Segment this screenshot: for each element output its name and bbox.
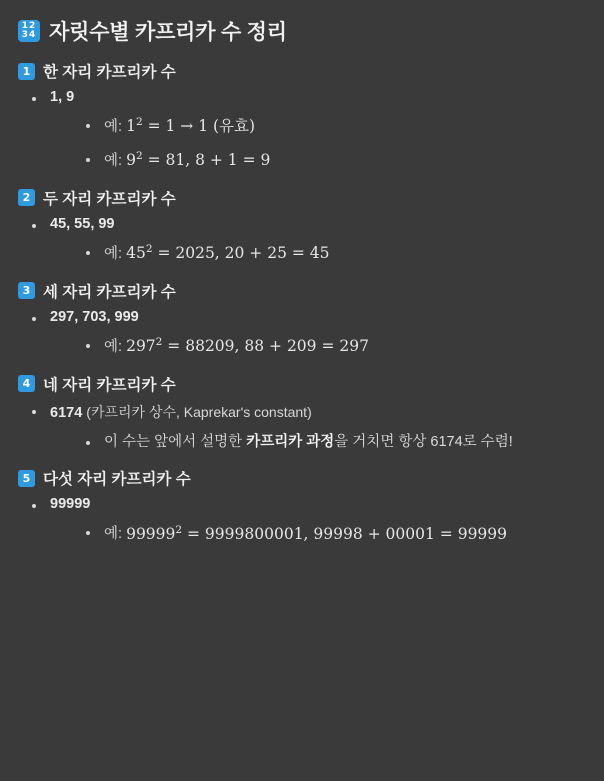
item-value: 1, 9 [50,89,75,105]
page-title [18,16,588,46]
list-item [30,496,588,546]
section-heading [18,373,588,395]
math-expression: $297^2 = 88209$, 88 + 209 = 297 [126,335,369,355]
list-level-1 [16,216,588,266]
section-number-badge: 2 [18,189,35,206]
section-title: 두 자리 카프리카 수 [43,190,176,208]
input-numbers-icon [18,20,40,42]
item-value: 6174 [50,404,83,421]
list-level-2 [50,335,588,359]
text-emphasis: 카프리카 과정 [246,433,335,450]
example-prefix: 예: [104,526,127,543]
math-expression: $1^2 = 1 \to 1$ (유효) [126,116,256,136]
section-five-digit [16,467,588,546]
math-expression: $99999^2 = 9999800001$, 99998 + 00001 = 99999 [126,523,508,543]
text-after: 을 거치면 항상 6174로 수렴! [334,433,513,450]
list-level-1 [16,89,588,173]
list-level-1 [16,402,588,454]
section-heading [18,467,588,489]
list-item [30,89,588,173]
page-title-text: 자릿수별 카프리카 수 정리 [49,21,287,44]
text-before: 이 수는 앞에서 설명한 [104,433,247,450]
list-item [86,149,588,173]
item-value: 297, 703, 999 [50,308,139,325]
list-level-2 [50,115,588,173]
list-item [86,432,588,454]
list-item [86,115,588,139]
section-one-digit [16,60,588,173]
section-three-digit [16,280,588,359]
item-value: 45, 55, 99 [50,215,115,232]
section-title: 한 자리 카프리카 수 [43,64,176,81]
list-item [30,402,588,454]
section-title: 네 자리 카프리카 수 [43,376,176,394]
example-prefix: 예: [104,119,127,136]
section-title: 다섯 자리 카프리카 수 [43,471,191,489]
list-item [86,522,588,546]
list-level-1 [16,309,588,359]
item-value: 99999 [50,496,91,513]
example-prefix: 예: [104,153,127,170]
section-two-digit [16,187,588,266]
section-heading [18,280,588,302]
item-note: (카프리카 상수, Kaprekar's constant) [86,403,312,420]
section-heading [18,187,588,209]
list-item [30,216,588,266]
math-expression: $9^2 = 81$, 8 + 1 = 9 [126,149,271,170]
section-number-badge: 5 [18,470,35,487]
list-level-2 [50,522,588,546]
list-item [86,335,588,359]
list-item [30,309,588,359]
icon-bottom-digits: 34 [21,30,37,40]
list-level-2 [50,432,588,454]
section-four-digit [16,373,588,454]
section-heading [18,60,588,82]
list-level-2 [50,242,588,266]
list-level-1 [16,496,588,546]
list-item [86,242,588,266]
section-number-badge: 3 [18,282,35,299]
example-prefix: 예: [104,245,127,262]
example-prefix: 예: [104,338,127,355]
section-number-badge: 1 [18,63,35,80]
math-expression: $45^2 = 2025$, 20 + 25 = 45 [126,242,330,262]
section-number-badge: 4 [18,375,35,392]
section-title: 세 자리 카프리카 수 [43,283,176,301]
icon-top-digits: 12 [21,21,37,31]
